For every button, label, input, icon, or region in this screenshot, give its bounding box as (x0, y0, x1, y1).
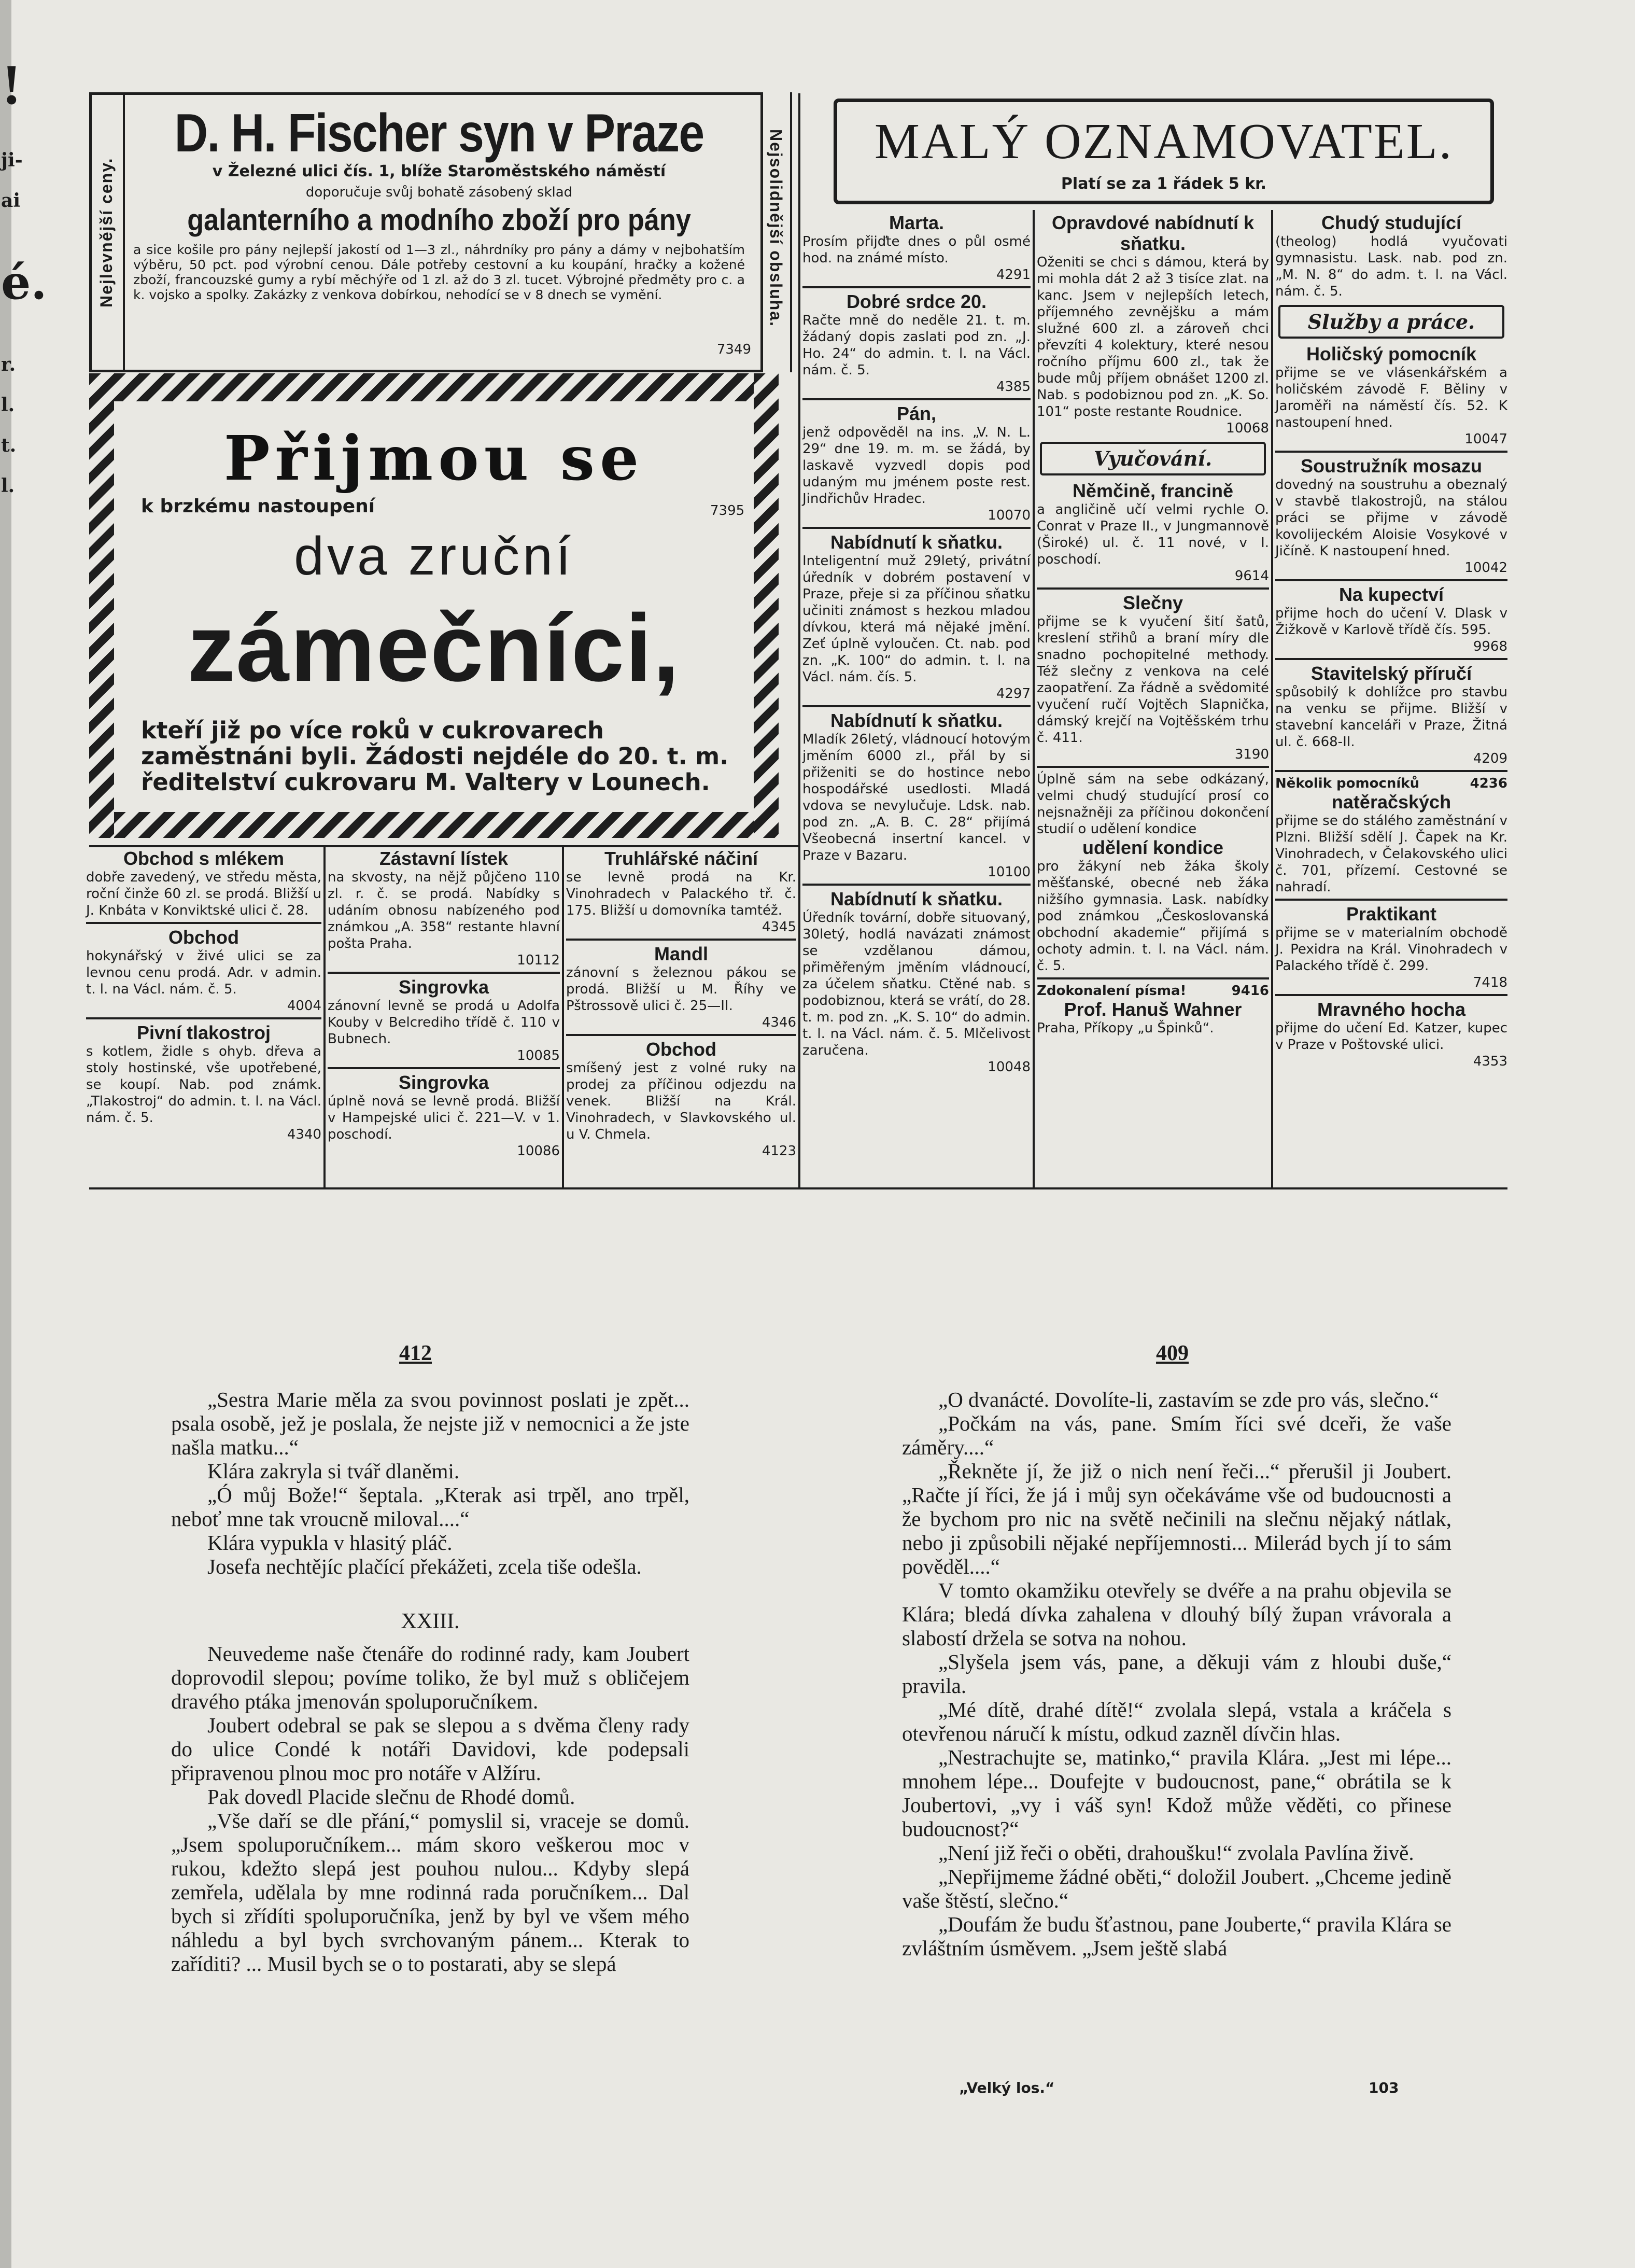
ad-heading: Prof. Hanuš Wahner (1064, 999, 1242, 1020)
ad-code: 10112 (517, 953, 560, 968)
adjacent-letter: l. (1, 475, 15, 497)
ad-code: 10048 (988, 1059, 1031, 1075)
novel-paragraph: „Vše daří se dle přání,“ pomyslil si, vraceje se domů. „Jsem spoluporučníkem... mám skoro veškerou moc v rukou, kdežto slepá jest pouhou nulou... Kdyby slepá zemřela, udělala by mne rodinná rada poručníkem... Dal bych si zřídíti spoluporučníka, jenž by byl ve všem mého náhledu a byl bych svrchovaným pánem... Kterak to zaříditi? ... Musil bych se o to postarati, aby se slepá (171, 1809, 689, 1976)
ad-heading: udělení kondice (1082, 837, 1224, 858)
ad-text: jenž odpověděl na ins. „V. N. L. 29“ dne 19. m. m. se žádá, by laskavě vyzvedl dopis pod udaným mu jménem poste rest. Jindřichův Hradec. (802, 425, 1031, 507)
ad-heading: Truhlářské náčiní (604, 848, 758, 869)
zamecnici-border-left (89, 373, 114, 838)
ad-heading: Slečny (1122, 592, 1183, 613)
ad-code: 4385 (996, 379, 1031, 395)
ad-heading: Chudý studující (1321, 212, 1461, 233)
novel-paragraph: „Ó můj Bože!“ šeptala. „Kterak asi trpěl, ano trpěl, neboť mne tak vroucně miloval....“ (171, 1483, 689, 1531)
ad-text: s kotlem, židle s ohyb. dřeva a stoly hostinské, vše upotřebené, se koupí. Nab. pod známk. „Tlakostroj“ do admin. t. l. na Václ. nám. č. 5. (86, 1044, 321, 1126)
ad-text: (theolog) hodlá vyučovati gymnasistu. Lask. nab. pod zn. „M. N. 8“ do adm. t. l. na Václ. nám. č. 5. (1275, 234, 1507, 299)
ad-text: Mladík 26letý, vládnoucí hotovým jměním 6000 zl., přál by si přiženiti se do hostince nebo hospodářské usedlosti. Mladá vdova se nevylučuje. Ldsk. nab. pod zn. „A. B. C. 28“ přijímá Všeobecná insertní kancel. v Praze v Bazaru. (802, 732, 1031, 863)
ad-text: Račte mně do neděle 21. t. m. žádaný dopis zaslati pod zn. „J. Ho. 24“ do admin. t. l. na Václ. nám. č. 5. (802, 313, 1031, 378)
zamecnici-line4: zámečníci, (187, 594, 681, 701)
novel-footer-title: „Velký los.“ (959, 2079, 1055, 2096)
ad-heading: natěračských (1331, 791, 1451, 813)
ad-code: 10085 (517, 1048, 560, 1063)
maly-oznamovatel-price: Platí se za 1 řádek 5 kr. (1061, 175, 1267, 193)
ad-code: 9416 (1231, 983, 1269, 999)
ad-code: 4004 (287, 998, 321, 1014)
section-box-sluzby (1278, 305, 1504, 339)
adjacent-letter: l. (1, 394, 15, 416)
ad-heading: Obchod (646, 1039, 716, 1060)
novel-paragraph: „Nepřijmeme žádné oběti,“ doložil Joubert. „Chceme jedině vaše štěstí, slečno.“ (902, 1865, 1451, 1912)
ad-text: Prosím přijďte dnes o půl osmé hod. na známé místo. (802, 234, 1031, 266)
ad-code: 4346 (762, 1015, 796, 1030)
section-title: Služby a práce. (1307, 310, 1475, 333)
ad-text: smíšený jest z volné ruky na prodej za příčinou odjezdu na venek. Bližší na Král. Vinohradech, v Slavkovského ul. u V. Chmela. (566, 1060, 796, 1142)
ad-heading: Mandl (654, 943, 708, 964)
bottom-ad-col-1 (86, 848, 321, 1143)
zamecnici-line2: k brzkému nastoupení (141, 496, 375, 517)
ad-text-inline: Zdokonalení písma! (1037, 983, 1187, 999)
ad-heading: Opravdové nabídnutí k sňatku. (1051, 212, 1255, 254)
novel-paragraph: Klára vypukla v hlasitý pláč. (207, 1531, 453, 1555)
adjacent-letter: é. (1, 255, 47, 310)
ad-code: 4340 (287, 1127, 321, 1142)
fischer-recommend: doporučuje svůj bohatě zásobený sklad (305, 185, 573, 200)
ad-code: 4297 (996, 686, 1031, 702)
ad-code: 10070 (988, 508, 1031, 523)
ad-text: přijme se v materialním obchodě J. Pexidra na Král. Vinohradech v Palackého třídě č. 299. (1275, 925, 1507, 974)
ad-code: 10086 (517, 1143, 560, 1159)
ad-code: 9968 (1473, 639, 1507, 654)
adjacent-letter: r. (1, 354, 16, 375)
ad-code: 4291 (996, 267, 1031, 283)
ad-text: a angličině učí velmi rychle O. Conrat v Praze II., v Jungmannově (Široké) ul. č. 11 nové, v I. poschodí. (1037, 502, 1269, 567)
ad-heading: Němčině, francině (1072, 480, 1234, 501)
ad-text: zánovní levně se prodá u Adolfa Kouby v Belcrediho třídě č. 110 v Bubnech. (328, 998, 560, 1047)
novel-paragraph: „Řekněte jí, že již o nich není řeči...“ přerušil ji Joubert. „Račte jí říci, že já i můj syn očekáváme vše od budoucnosti a že bychom pro nic na světě nečinili na slečnu nějaký nátlak, nebo ji způsobili nějaké nepříjemnosti... Milerád bych jí to sám pověděl....“ (902, 1459, 1451, 1578)
ad-text: se levně prodá na Kr. Vinohradech v Palackého tř. č. 175. Bližší u domovníka tamtéž. (566, 870, 796, 918)
fischer-ad (89, 92, 763, 372)
ad-heading: Praktikant (1346, 903, 1437, 925)
zamecnici-code: 7395 (710, 503, 745, 519)
ad-code: 7418 (1473, 975, 1507, 990)
fischer-code: 7349 (716, 342, 751, 357)
ad-heading: Mravného hocha (1317, 999, 1466, 1020)
novel-paragraph: V tomto okamžiku otevřely se dvéře a na prahu objevila se Klára; bledá dívka zahalena v dlouhý bílý župan vrávorala a slabostí držela se sotva na nohou. (902, 1578, 1451, 1650)
ad-code: 10042 (1464, 560, 1507, 576)
ad-code: 4209 (1473, 751, 1507, 766)
ad-text: dobře zavedený, ve středu města, roční činže 60 zl. se prodá. Bližší u J. Knbáta v Konviktské ulici č. 28. (86, 870, 321, 918)
ad-heading: Nabídnutí k sňatku. (830, 531, 1003, 553)
ad-code: 10068 (1226, 421, 1269, 436)
novel-paragraph: „O dvanácté. Dovolíte-li, zastavím se zde pro vás, slečno.“ (938, 1388, 1439, 1411)
ad-heading: Stavitelský příručí (1310, 663, 1472, 684)
chapter-heading: XXIII. (401, 1609, 460, 1633)
ad-text (1275, 775, 1507, 792)
adjacent-letter: t. (1, 435, 17, 456)
novel-paragraph: Pak dovedl Placide slečnu de Rhodé domů. (207, 1785, 575, 1809)
adjacent-page-mark: ! (2, 53, 21, 116)
ad-heading: Nabídnutí k sňatku. (830, 710, 1003, 731)
ad-heading: Dobré srdce 20. (846, 291, 987, 312)
novel-paragraph: „Nestrachujte se, matinko,“ pravila Klára. „Jest mi lépe... mnohem lépe... Doufejte v budoucnost, pane,“ obrátila se k Joubertovi, „vy i váš syn! Kdož může věděti, co přinese budoucnost?“ (902, 1745, 1451, 1841)
classifieds-col-a (802, 213, 1031, 1075)
novel-footer-number: 103 (1369, 2079, 1399, 2096)
adjacent-letters (1, 140, 47, 506)
ad-code: 4236 (1470, 776, 1507, 791)
ad-text: Úředník tovární, dobře situovaný, 30letý, hodlá navázati známost se vzdělanou dámou, přiměřeným jměním vládnoucí, za účelem sňatku. Ctěné nab. s podobiznou, která se vrátí, do 28. t. m. pod zn. „K. S. 10“ do admin. t. l. na Václ. nám. č. 5. Mlčelivost zaručena. (802, 910, 1031, 1058)
novel-paragraph: Josefa nechtějíc plačící překážeti, zcela tiše odešla. (207, 1555, 642, 1578)
novel-paragraph: „Doufám že budu šťastnou, pane Jouberte,“ pravila Klára se zvláštním úsměvem. „Jsem ještě slabá (902, 1912, 1451, 1960)
ad-code: 4353 (1473, 1054, 1507, 1069)
fischer-address: v Železné ulici čís. 1, blíže Staroměstského náměstí (212, 162, 666, 180)
novel-paragraph: „Mé dítě, drahé dítě!“ zvolala slepá, vstala a kráčela s otevřenou náručí k místu, odkud zazněl dívčin hlas. (902, 1698, 1451, 1745)
ad-heading-inline: Několik pomocníků (1275, 776, 1420, 791)
novel-column-left (171, 1388, 689, 1976)
ad-heading: Obchod s mlékem (123, 848, 285, 869)
fischer-body: a sice košile pro pány nejlepší jakostí od 1—3 zl., náhrdníky pro pány a dámy v nejbohatším výběru, 50 pct. pod výrobní cenou. Dále potřeby cestovní a ku koupání, hračky a kožené zboží, francouzské gumy a rybí měchýře od 1 zl. až do 3 zl. tucet. Výbrojné předměty pro c. a k. vojsko a spolky. Zakázky z venkova dobírkou, nehodící se v 8 dnech se vymění. (133, 242, 745, 302)
ad-text: úplně nová se levně prodá. Bližší v Hampejské ulici č. 221—V. v 1. poschodí. (328, 1094, 560, 1142)
ad-code: 4123 (762, 1143, 796, 1159)
classifieds-col-b (1037, 213, 1269, 1037)
ad-heading: Holičský pomocník (1306, 343, 1477, 365)
novel-paragraph: „Sestra Marie měla za svou povinnost poslati je zpět... psala osobě, jež je poslala, že nejste již v nemocnici a že jste našla matku...“ (171, 1388, 689, 1459)
page-number-left: 412 (399, 1341, 432, 1365)
page-number-right: 409 (1156, 1341, 1189, 1365)
novel-paragraph: „Není již řeči o oběti, drahoušku!“ zvolala Pavlína živě. (938, 1841, 1414, 1865)
novel-column-right (902, 1388, 1451, 1960)
ad-heading: Singrovka (398, 976, 489, 998)
ad-code: 3190 (1234, 747, 1269, 762)
classifieds-col-c (1275, 213, 1507, 1070)
ad-heading: Zástavní lístek (379, 848, 509, 869)
section-title: Vyučování. (1093, 447, 1213, 470)
novel-paragraph: Klára zakryla si tvář dlaněmi. (207, 1459, 460, 1483)
ad-text: hokynářský v živé ulici se za levnou cenu prodá. Adr. v admin. t. l. na Václ. nám. č. 5. (86, 948, 321, 997)
ad-heading: Marta. (889, 212, 945, 233)
fischer-side-right: Nejsolidnější obsluha. (767, 129, 785, 327)
ad-text: Inteligentní muž 29letý, privátní úředník v dobrém postavení v Praze, přeje si za příčinou sňatku učiniti známost s hezkou mladou dívkou, která má nějaké jmění. Zeť úplně vyloučen. Ct. nab. pod zn. „K. 100“ do admin. t. l. na Václ. nám. čís. 5. (802, 553, 1031, 685)
novel-paragraph: Joubert odebral se pak se slepou a s dvěma členy rady do ulice Condé k notáři Davidovi, kde podepsali připravenou plnou moc pro notáře v Alžíru. (171, 1713, 689, 1785)
ad-text: přijme se ve vlásenkářském a holičském závodě F. Běliny v Jaroměři na náměstí čís. 52. K nastoupení hned. (1275, 365, 1507, 430)
ad-heading: Obchod (168, 927, 239, 948)
adjacent-letter: ai (1, 190, 21, 212)
ad-text: Praha, Příkopy „u Špinků“. (1037, 1020, 1214, 1036)
ad-text (1037, 983, 1269, 999)
zamecnici-body: kteří již po více roků v cukrovarech zaměstnáni byli. Žádosti nejdéle do 20. t. m. ředitelství cukrovaru M. Valtery v Lounech. (141, 717, 729, 796)
bottom-ad-col-3 (566, 848, 796, 1159)
ad-heading: Pán, (896, 403, 937, 424)
ad-text: dovedný na soustruhu a obeznalý v stavbě tlakostrojů, na stálou práci se přijme v závodě kovolijeckém Aloisie Vosykové v Jičíně. K nastoupení hned. (1275, 477, 1507, 559)
section-box-vyucovani (1040, 442, 1266, 475)
ad-heading: Pivní tlakostroj (136, 1022, 271, 1043)
zamecnici-line3: dva zruční (294, 526, 574, 586)
ad-code: 10100 (988, 864, 1031, 880)
ad-text: spůsobilý k dohlížce pro stavbu na venku se přijme. Bližší v stavební kanceláři v Praze, Žitná ul. č. 668-II. (1275, 684, 1507, 750)
ad-heading: Singrovka (398, 1072, 489, 1093)
novel-paragraph: Neuvedeme naše čtenáře do rodinné rady, kam Joubert doprovodil slepou; povíme toliko, že byl muž s obličejem dravého ptáka jmenován spoluporučníkem. (171, 1642, 689, 1713)
ad-text: přijme se do stálého zaměstnání v Plzni. Bližší sdělí J. Čapek na Kr. Vinohradech, v Čelakovského ulici č. 701, přízemí. Cestovné se nahradí. (1275, 813, 1507, 895)
ad-heading: Soustružník mosazu (1300, 455, 1483, 477)
maly-oznamovatel-title: MALÝ OZNAMOVATEL. (874, 114, 1454, 170)
ad-code: 9614 (1234, 568, 1269, 584)
ad-code: 10047 (1464, 431, 1507, 447)
ad-text: Úplně sám na sebe odkázaný, velmi chudý studující prosí co nejsnažněji za příčinou dokončení studií o udělení kondice (1037, 772, 1269, 837)
adjacent-letter: ji- (1, 149, 23, 171)
zamecnici-border-bottom (89, 812, 779, 838)
ad-text: pro žákyní neb žáka školy měšťanské, obecné neb žáka nižšího gymnasia. Lask. nabídky pod známkou „Českoslovanská obchodní akademie“ přijímá s ochoty admin. t. l. na Václ. nám. č. 5. (1037, 859, 1269, 974)
fischer-headline: galanterního a modního zboží pro pány (187, 203, 691, 237)
maly-oznamovatel-header (834, 99, 1494, 204)
ad-text: přijme do učení Ed. Katzer, kupec v Praze v Poštovské ulici. (1275, 1020, 1507, 1053)
ad-heading: Na kupectví (1338, 584, 1444, 605)
bottom-ad-col-2 (328, 848, 560, 1159)
fischer-title: D. H. Fischer syn v Praze (174, 103, 704, 163)
novel-paragraph: „Počkám na vás, pane. Smím říci své dceři, že vaše záměry....“ (902, 1411, 1451, 1459)
ad-text: na skvosty, na nějž půjčeno 110 zl. r. č. se prodá. Nabídky s udáním obnosu nabízeného pod známkou „A. 358“ restante hlavní pošta Praha. (328, 870, 560, 951)
ad-code: 4345 (762, 919, 796, 935)
zamecnici-border-right (754, 373, 779, 838)
ad-text: přijme se k vyučení šití šatů, kreslení střihů a braní míry dle snadno pochopitelné methody. Též slečny z venkova na celé zaopatření. Za řádně a svědomité vyučení ručí Vojtěch Slapnička, dámský krejčí na Vojtěšském trhu č. 411. (1037, 614, 1269, 746)
ad-text: Oženiti se chci s dámou, která by mi mohla dát 2 až 3 tisíce zlat. na kanc. Jsem v nejlepších letech, příjemného zevnějšku a mám služné 600 zl. a zároveň chci převzíti 4 kolektury, které nesou ročního příjmu 600 zl., tak že bude můj příjem obnášet 1200 zl. Nab. s podobiznou pod zn. „K. So. 101“ poste restante Roudnice. (1037, 255, 1269, 419)
zamecnici-line1: Přijmou se (223, 422, 644, 494)
ad-text: zánovní s železnou pákou se prodá. Bližší u M. Říhy ve Pštrossově ulici č. 25—II. (566, 965, 796, 1014)
zamecnici-ad (114, 401, 754, 812)
novel-paragraph: „Slyšela jsem vás, pane, a děkuji vám z hloubi duše,“ pravila. (902, 1650, 1451, 1698)
fischer-side-left: Nejlevnější ceny. (97, 157, 116, 307)
ad-text: přijme hoch do učení V. Dlask v Žižkově v Karlově třídě čís. 595. (1275, 606, 1507, 638)
zamecnici-border-top (89, 373, 779, 401)
ad-heading: Nabídnutí k sňatku. (830, 888, 1003, 909)
